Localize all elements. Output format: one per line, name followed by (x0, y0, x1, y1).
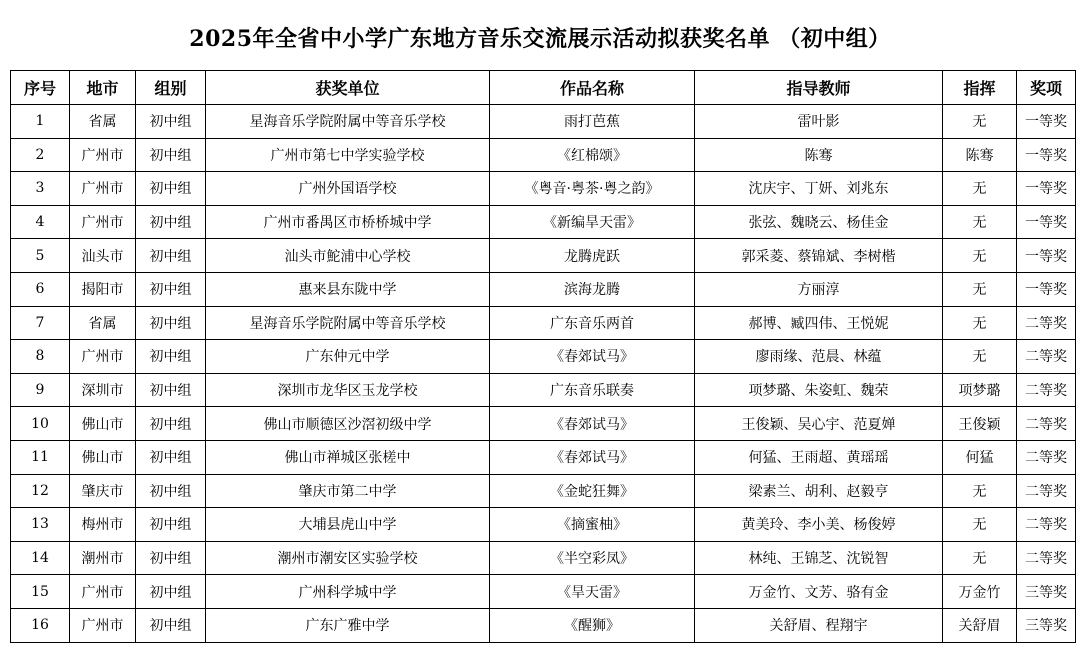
cell-school: 星海音乐学院附属中等音乐学校 (206, 105, 490, 139)
column-header-work: 作品名称 (490, 71, 695, 105)
cell-school: 潮州市潮安区实验学校 (206, 541, 490, 575)
cell-school: 汕头市鮀浦中心学校 (206, 239, 490, 273)
cell-conductor: 无 (943, 172, 1017, 206)
cell-index: 8 (11, 340, 70, 374)
cell-city: 佛山市 (70, 407, 136, 441)
table-row (11, 407, 1076, 441)
cell-index: 2 (11, 138, 70, 172)
table-row (11, 474, 1076, 508)
table-body (11, 105, 1076, 643)
cell-school: 广东仲元中学 (206, 340, 490, 374)
cell-award: 一等奖 (1017, 205, 1076, 239)
cell-city: 梅州市 (70, 508, 136, 542)
cell-award: 一等奖 (1017, 138, 1076, 172)
cell-award: 一等奖 (1017, 105, 1076, 139)
cell-work: 《春郊试马》 (490, 440, 695, 474)
cell-teachers: 方丽淳 (695, 272, 943, 306)
cell-teachers: 郝博、臧四伟、王悦妮 (695, 306, 943, 340)
cell-work: 《粤音·粤茶·粤之韵》 (490, 172, 695, 206)
cell-school: 广州外国语学校 (206, 172, 490, 206)
cell-group: 初中组 (136, 306, 206, 340)
cell-work: 《半空彩凤》 (490, 541, 695, 575)
cell-teachers: 梁素兰、胡利、赵毅亨 (695, 474, 943, 508)
cell-index: 3 (11, 172, 70, 206)
cell-work: 《醒狮》 (490, 608, 695, 642)
cell-city: 广州市 (70, 138, 136, 172)
cell-conductor: 无 (943, 306, 1017, 340)
cell-award: 三等奖 (1017, 575, 1076, 609)
cell-city: 广州市 (70, 340, 136, 374)
cell-award: 一等奖 (1017, 272, 1076, 306)
cell-group: 初中组 (136, 205, 206, 239)
cell-conductor: 关舒眉 (943, 608, 1017, 642)
cell-work: 雨打芭蕉 (490, 105, 695, 139)
cell-city: 揭阳市 (70, 272, 136, 306)
cell-award: 一等奖 (1017, 239, 1076, 273)
cell-teachers: 黄美玲、李小美、杨俊婷 (695, 508, 943, 542)
cell-work: 广东音乐联奏 (490, 373, 695, 407)
cell-group: 初中组 (136, 272, 206, 306)
cell-school: 广州市番禺区市桥桥城中学 (206, 205, 490, 239)
cell-group: 初中组 (136, 340, 206, 374)
cell-school: 星海音乐学院附属中等音乐学校 (206, 306, 490, 340)
cell-teachers: 项梦璐、朱姿虹、魏荣 (695, 373, 943, 407)
cell-award: 二等奖 (1017, 407, 1076, 441)
cell-work: 滨海龙腾 (490, 272, 695, 306)
cell-award: 二等奖 (1017, 373, 1076, 407)
cell-conductor: 无 (943, 105, 1017, 139)
cell-school: 广东广雅中学 (206, 608, 490, 642)
cell-award: 二等奖 (1017, 440, 1076, 474)
cell-award: 二等奖 (1017, 340, 1076, 374)
cell-index: 10 (11, 407, 70, 441)
cell-group: 初中组 (136, 138, 206, 172)
cell-school: 佛山市顺德区沙滘初级中学 (206, 407, 490, 441)
cell-work: 《金蛇狂舞》 (490, 474, 695, 508)
cell-work: 《新编旱天雷》 (490, 205, 695, 239)
cell-conductor: 王俊颖 (943, 407, 1017, 441)
cell-work: 广东音乐两首 (490, 306, 695, 340)
cell-conductor: 陈骞 (943, 138, 1017, 172)
cell-group: 初中组 (136, 541, 206, 575)
cell-conductor: 无 (943, 239, 1017, 273)
cell-group: 初中组 (136, 239, 206, 273)
cell-city: 省属 (70, 306, 136, 340)
cell-conductor: 无 (943, 340, 1017, 374)
cell-work: 《摘蜜柚》 (490, 508, 695, 542)
table-row (11, 340, 1076, 374)
cell-index: 7 (11, 306, 70, 340)
cell-school: 深圳市龙华区玉龙学校 (206, 373, 490, 407)
cell-city: 省属 (70, 105, 136, 139)
cell-school: 广州市第七中学实验学校 (206, 138, 490, 172)
cell-index: 15 (11, 575, 70, 609)
cell-teachers: 郭采菱、蔡锦斌、李树楷 (695, 239, 943, 273)
column-header-award: 奖项 (1017, 71, 1076, 105)
cell-group: 初中组 (136, 508, 206, 542)
cell-group: 初中组 (136, 172, 206, 206)
cell-group: 初中组 (136, 105, 206, 139)
cell-city: 深圳市 (70, 373, 136, 407)
table-row (11, 373, 1076, 407)
cell-teachers: 何猛、王雨超、黄瑶瑶 (695, 440, 943, 474)
cell-award: 二等奖 (1017, 541, 1076, 575)
cell-school: 肇庆市第二中学 (206, 474, 490, 508)
column-header-index: 序号 (11, 71, 70, 105)
column-header-city: 地市 (70, 71, 136, 105)
cell-work: 龙腾虎跃 (490, 239, 695, 273)
cell-teachers: 林纯、王锦芝、沈锐智 (695, 541, 943, 575)
table-row (11, 608, 1076, 642)
cell-award: 一等奖 (1017, 172, 1076, 206)
cell-city: 广州市 (70, 172, 136, 206)
cell-city: 佛山市 (70, 440, 136, 474)
cell-index: 14 (11, 541, 70, 575)
table-row (11, 541, 1076, 575)
column-header-group: 组别 (136, 71, 206, 105)
cell-group: 初中组 (136, 608, 206, 642)
cell-conductor: 无 (943, 508, 1017, 542)
cell-school: 广州科学城中学 (206, 575, 490, 609)
cell-teachers: 雷叶影 (695, 105, 943, 139)
page-title: 2025年全省中小学广东地方音乐交流展示活动拟获奖名单 （初中组） (189, 26, 891, 52)
cell-teachers: 陈骞 (695, 138, 943, 172)
column-header-school: 获奖单位 (206, 71, 490, 105)
awards-table (10, 70, 1076, 643)
cell-index: 13 (11, 508, 70, 542)
cell-index: 9 (11, 373, 70, 407)
cell-conductor: 项梦璐 (943, 373, 1017, 407)
cell-teachers: 关舒眉、程翔宇 (695, 608, 943, 642)
cell-work: 《春郊试马》 (490, 340, 695, 374)
cell-work: 《红棉颂》 (490, 138, 695, 172)
cell-city: 广州市 (70, 575, 136, 609)
column-header-conductor: 指挥 (943, 71, 1017, 105)
table-row (11, 508, 1076, 542)
cell-award: 二等奖 (1017, 508, 1076, 542)
cell-group: 初中组 (136, 474, 206, 508)
table-row (11, 575, 1076, 609)
cell-conductor: 何猛 (943, 440, 1017, 474)
cell-group: 初中组 (136, 407, 206, 441)
cell-group: 初中组 (136, 373, 206, 407)
cell-conductor: 无 (943, 474, 1017, 508)
cell-work: 《春郊试马》 (490, 407, 695, 441)
cell-conductor: 无 (943, 272, 1017, 306)
table-row (11, 306, 1076, 340)
table-row (11, 105, 1076, 139)
cell-city: 广州市 (70, 205, 136, 239)
column-header-teachers: 指导教师 (695, 71, 943, 105)
cell-school: 大埔县虎山中学 (206, 508, 490, 542)
cell-teachers: 沈庆宇、丁妍、刘兆东 (695, 172, 943, 206)
cell-school: 佛山市禅城区张槎中 (206, 440, 490, 474)
cell-index: 12 (11, 474, 70, 508)
cell-teachers: 张弦、魏晓云、杨佳金 (695, 205, 943, 239)
cell-city: 广州市 (70, 608, 136, 642)
cell-teachers: 王俊颖、吴心宇、范夏婵 (695, 407, 943, 441)
table-row (11, 138, 1076, 172)
table-row (11, 239, 1076, 273)
cell-award: 二等奖 (1017, 474, 1076, 508)
cell-index: 16 (11, 608, 70, 642)
cell-work: 《旱天雷》 (490, 575, 695, 609)
cell-city: 肇庆市 (70, 474, 136, 508)
table-row (11, 205, 1076, 239)
cell-award: 二等奖 (1017, 306, 1076, 340)
cell-teachers: 廖雨缘、范晨、林蕴 (695, 340, 943, 374)
cell-conductor: 万金竹 (943, 575, 1017, 609)
cell-city: 汕头市 (70, 239, 136, 273)
cell-index: 6 (11, 272, 70, 306)
cell-index: 11 (11, 440, 70, 474)
cell-index: 5 (11, 239, 70, 273)
cell-group: 初中组 (136, 440, 206, 474)
table-header-row (11, 71, 1076, 105)
cell-group: 初中组 (136, 575, 206, 609)
cell-index: 1 (11, 105, 70, 139)
cell-index: 4 (11, 205, 70, 239)
table-row (11, 440, 1076, 474)
cell-conductor: 无 (943, 541, 1017, 575)
cell-conductor: 无 (943, 205, 1017, 239)
cell-teachers: 万金竹、文芳、骆有金 (695, 575, 943, 609)
cell-school: 惠来县东陇中学 (206, 272, 490, 306)
table-row (11, 172, 1076, 206)
cell-city: 潮州市 (70, 541, 136, 575)
cell-award: 三等奖 (1017, 608, 1076, 642)
table-row (11, 272, 1076, 306)
